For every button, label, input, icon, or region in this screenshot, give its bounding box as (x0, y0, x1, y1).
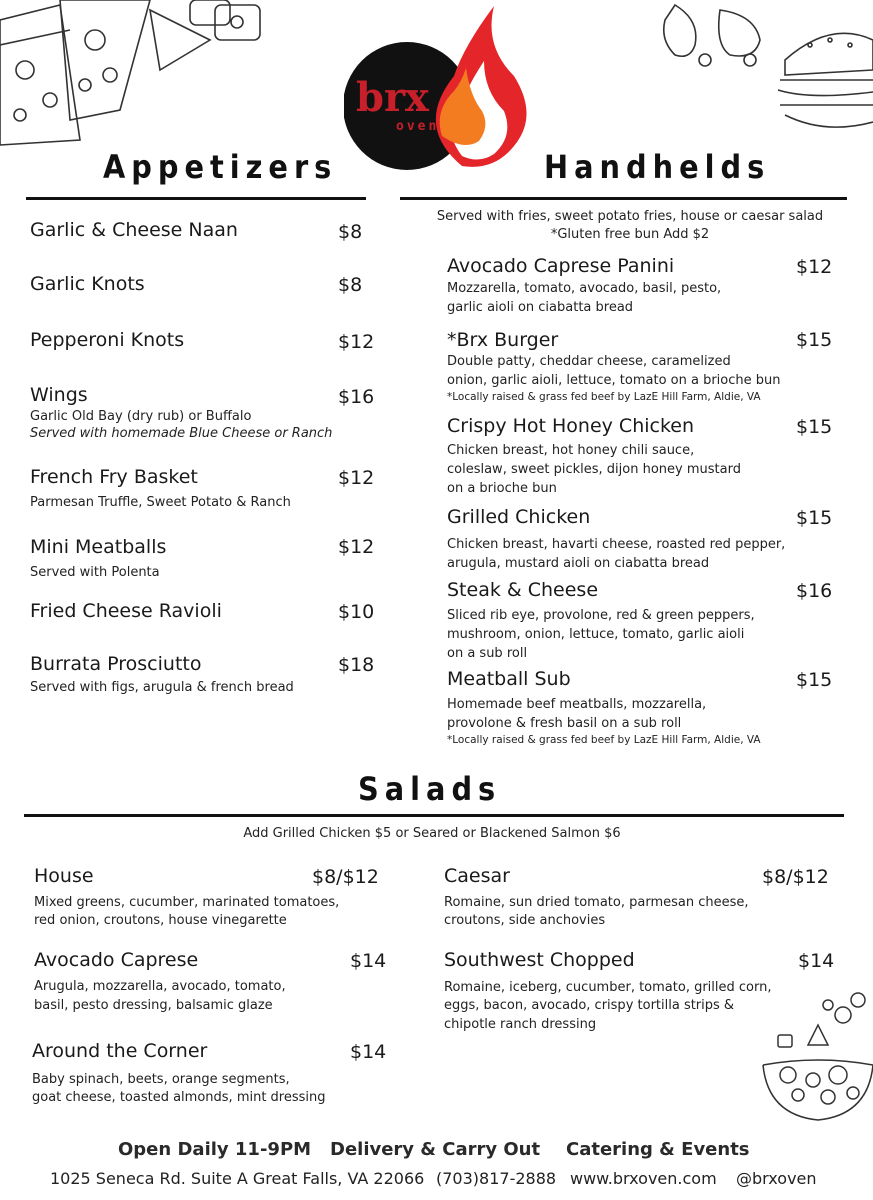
menu-item-price: $15 (796, 416, 833, 438)
menu-item-name: Mini Meatballs (30, 536, 167, 558)
menu-item-description: Garlic Old Bay (dry rub) or Buffalo (30, 409, 252, 424)
menu-item-price: $8 (338, 274, 363, 296)
menu-item-description: provolone & fresh basil on a sub roll (447, 716, 682, 731)
menu-item-description: red onion, croutons, house vinegarette (34, 913, 287, 928)
menu-item-description: mushroom, onion, lettuce, tomato, garlic aioli (447, 627, 745, 642)
menu-item-description: Sliced rib eye, provolone, red & green peppers, (447, 608, 755, 623)
menu-item-price: $16 (338, 386, 375, 408)
menu-item-description: Baby spinach, beets, orange segments, (32, 1072, 290, 1087)
menu-item-description: arugula, mustard aioli on ciabatta bread (447, 556, 710, 571)
menu-item-name: Caesar (444, 865, 510, 887)
menu-item-name: Southwest Chopped (444, 949, 635, 971)
menu-item-description: on a sub roll (447, 646, 528, 661)
menu-item-price: $8/$12 (312, 866, 379, 888)
menu-item-price: $14 (350, 1041, 387, 1063)
salad-bowl-doodle-icon (758, 985, 873, 1125)
salads-note: Add Grilled Chicken $5 or Seared or Blackened Salmon $6 (243, 826, 621, 841)
menu-item-description: basil, pesto dressing, balsamic glaze (34, 998, 273, 1013)
menu-item-description: Mozzarella, tomato, avocado, basil, pesto, (447, 281, 722, 296)
menu-item-description: coleslaw, sweet pickles, dijon honey mustard (447, 462, 741, 477)
menu-item-description: Chicken breast, hot honey chili sauce, (447, 443, 695, 458)
menu-item-name: Pepperoni Knots (30, 329, 185, 351)
menu-item-price: $12 (338, 536, 375, 558)
footer-social-handle[interactable]: @brxoven (736, 1169, 817, 1188)
menu-item-description: on a brioche bun (447, 481, 557, 496)
menu-item-name: House (34, 865, 94, 887)
menu-item-name: Steak & Cheese (447, 579, 599, 601)
footer-catering: Catering & Events (566, 1139, 750, 1160)
handhelds-heading: Handhelds (544, 148, 771, 186)
appetizers-heading: Appetizers (103, 148, 338, 186)
menu-item-description: Served with homemade Blue Cheese or Ranch (30, 426, 333, 441)
menu-item-name: Garlic Knots (30, 273, 145, 295)
menu-item-price: $14 (350, 950, 387, 972)
menu-item-price: $12 (338, 331, 375, 353)
appetizers-divider (26, 197, 366, 200)
pizza-doodle-icon (0, 0, 265, 150)
menu-item-name: Garlic & Cheese Naan (30, 219, 238, 241)
menu-item-name: Avocado Caprese Panini (447, 255, 675, 277)
menu-item-name: Wings (30, 384, 88, 406)
menu-item-description: Served with figs, arugula & french bread (30, 680, 294, 695)
salads-heading: Salads (358, 770, 502, 808)
menu-item-name: Fried Cheese Ravioli (30, 600, 222, 622)
menu-item-price: $15 (796, 507, 833, 529)
menu-item-description: Romaine, sun dried tomato, parmesan cheese, (444, 895, 749, 910)
footer-phone[interactable]: (703)817-2888 (436, 1169, 557, 1188)
brand-logo (344, 6, 534, 186)
menu-item-name: Grilled Chicken (447, 506, 591, 528)
menu-item-price: $12 (338, 467, 375, 489)
menu-item-description: Parmesan Truffle, Sweet Potato & Ranch (30, 495, 291, 510)
menu-item-price: $16 (796, 580, 833, 602)
handhelds-divider (400, 197, 847, 200)
menu-item-description: Double patty, cheddar cheese, caramelized (447, 354, 731, 369)
menu-item-price: $18 (338, 654, 375, 676)
menu-item-description: onion, garlic aioli, lettuce, tomato on a brioche bun (447, 373, 781, 388)
footer-hours: Open Daily 11-9PM (118, 1139, 312, 1160)
footer-website-link[interactable]: www.brxoven.com (570, 1169, 717, 1188)
menu-item-price: $8/$12 (762, 866, 829, 888)
menu-item-name: Meatball Sub (447, 668, 571, 690)
menu-item-description: garlic aioli on ciabatta bread (447, 300, 634, 315)
menu-item-name: Burrata Prosciutto (30, 653, 202, 675)
menu-item-name: Crispy Hot Honey Chicken (447, 415, 695, 437)
menu-item-footnote: *Locally raised & grass fed beef by LazE Hill Farm, Aldie, VA (447, 734, 761, 746)
menu-item-description: Chicken breast, havarti cheese, roasted red pepper, (447, 537, 786, 552)
menu-item-name: Avocado Caprese (34, 949, 199, 971)
logo-subword: oven (396, 119, 440, 134)
menu-item-description: Homemade beef meatballs, mozzarella, (447, 697, 707, 712)
handhelds-note: *Gluten free bun Add $2 (550, 227, 710, 242)
chicken-burger-doodle-icon (660, 0, 873, 140)
footer-address: 1025 Seneca Rd. Suite A Great Falls, VA 22066 (50, 1169, 425, 1188)
menu-item-name: *Brx Burger (447, 329, 559, 351)
menu-item-price: $15 (796, 669, 833, 691)
menu-item-description: eggs, bacon, avocado, crispy tortilla strips & (444, 998, 735, 1013)
menu-item-price: $8 (338, 221, 363, 243)
menu-item-description: Mixed greens, cucumber, marinated tomatoes, (34, 895, 340, 910)
menu-item-price: $10 (338, 601, 375, 623)
menu-item-description: Arugula, mozzarella, avocado, tomato, (34, 979, 286, 994)
menu-item-description: chipotle ranch dressing (444, 1017, 597, 1032)
handhelds-note: Served with fries, sweet potato fries, house or caesar salad (436, 209, 824, 224)
menu-item-description: Romaine, iceberg, cucumber, tomato, grilled corn, (444, 980, 772, 995)
salads-divider (24, 814, 844, 817)
menu-item-footnote: *Locally raised & grass fed beef by LazE Hill Farm, Aldie, VA (447, 391, 761, 403)
menu-item-description: croutons, side anchovies (444, 913, 606, 928)
menu-item-price: $12 (796, 256, 833, 278)
menu-item-name: French Fry Basket (30, 466, 198, 488)
logo-word: brx (356, 74, 429, 121)
menu-item-price: $15 (796, 329, 833, 351)
footer-delivery: Delivery & Carry Out (330, 1139, 541, 1160)
menu-item-description: goat cheese, toasted almonds, mint dressing (32, 1090, 326, 1105)
menu-item-name: Around the Corner (32, 1040, 208, 1062)
menu-item-price: $14 (798, 950, 835, 972)
menu-item-description: Served with Polenta (30, 565, 160, 580)
